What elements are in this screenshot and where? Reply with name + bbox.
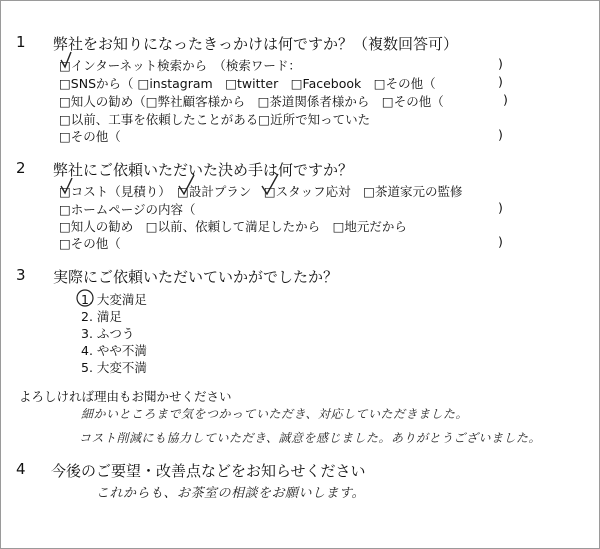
q2-option-homepage: □ホームページの内容（ — [59, 202, 196, 217]
reason-handwritten-line-2: コスト削減にも協力していただき、誠意を感じました。ありがとうございました。 — [79, 431, 542, 445]
q1-option-internet: □インターネット検索から （検索ワード： — [59, 58, 301, 73]
q2-title: 弊社にご依頼いただいた決め手は何ですか？ — [53, 161, 354, 179]
q1-option-sns: □SNSから（ □instagram □twitter □Facebook □その他（ — [59, 76, 436, 91]
q3-option-satisfied: 2. 満足 — [81, 309, 122, 324]
q2-option-other: □その他（ — [59, 236, 121, 251]
q1-number: 1 — [16, 33, 26, 51]
check-mark-internet — [61, 52, 71, 67]
q1-title: 弊社をお知りになったきっかけは何ですか？（複数回答可） — [53, 35, 459, 53]
q1-option-previous: □以前、工事を依頼したことがある□近所で知っていた — [59, 112, 371, 127]
check-mark-cost — [61, 178, 72, 193]
q3-option-very-satisfied: 1. 大変満足 — [81, 292, 147, 307]
q4-number: 4 — [16, 460, 26, 478]
q3-option-neutral: 3. ふつう — [81, 326, 135, 341]
q3-title: 実際にご依頼いただいていかがでしたか？ — [53, 268, 339, 286]
q2-number: 2 — [16, 159, 26, 177]
q1-option-referral: □知人の勧め（□弊社顧客様から □茶道関係者様から □その他（ — [59, 94, 444, 109]
q2-option-referral: □知人の勧め □以前、依頼して満足したから □地元だから — [59, 219, 407, 234]
check-mark-plan — [179, 175, 194, 194]
q1-paren-close-4: ) — [498, 127, 503, 142]
q3-number: 3 — [16, 266, 26, 284]
reason-label: よろしければ理由もお聞かせください — [19, 389, 232, 404]
reason-handwritten-line-1: 細かいところまで気をつかっていただき、対応していただきました。 — [81, 407, 469, 421]
q3-option-very-dissatisfied: 5. 大変不満 — [81, 360, 147, 375]
q1-paren-close-2: ) — [498, 74, 503, 89]
q1-option-other: □その他（ — [59, 129, 121, 144]
q2-paren-close-1: ) — [498, 200, 503, 215]
q2-paren-close-2: ) — [498, 234, 503, 249]
q3-option-somewhat-dissatisfied: 4. やや不満 — [81, 343, 147, 358]
q4-handwritten: これからも、お茶室の相談をお願いします。 — [96, 486, 365, 501]
q1-paren-close-1: ) — [498, 56, 503, 71]
circle-mark-very-satisfied — [77, 290, 93, 306]
q4-title: 今後のご要望・改善点などをお知らせください — [51, 462, 366, 480]
q1-paren-close-3: ) — [503, 92, 508, 107]
handwritten-marks — [1, 1, 599, 548]
q2-option-cost-plan-staff: □コスト（見積り） □設計プラン □スタッフ応対 □茶道家元の監修 — [59, 184, 463, 199]
check-mark-staff — [262, 174, 278, 194]
